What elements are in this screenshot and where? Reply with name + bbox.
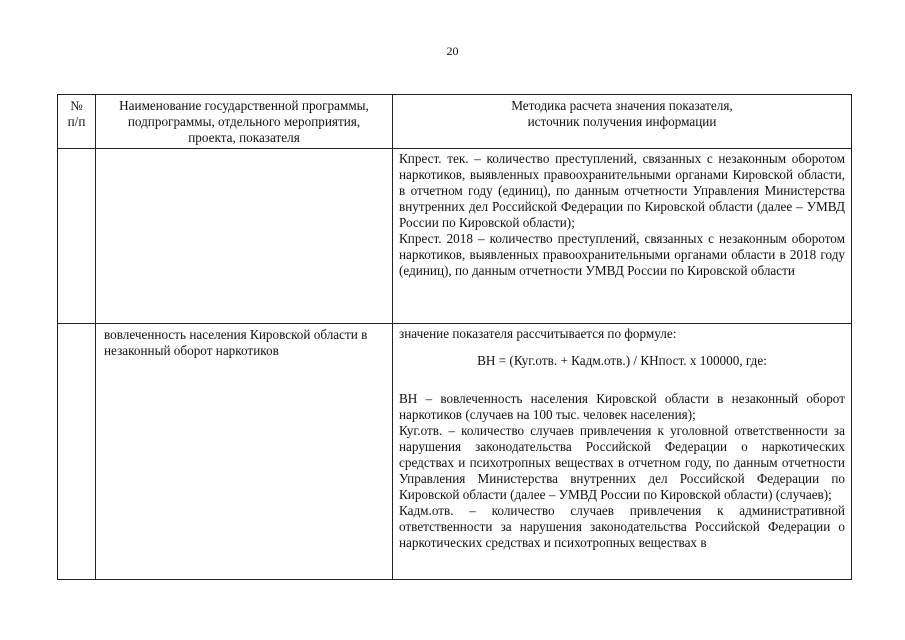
indicator-methodology-table [57, 94, 852, 580]
row-method-cell [393, 149, 852, 324]
row-method-cell [393, 324, 852, 580]
method-paragraph: Куг.отв. – количество случаев привлечения к уголовной ответственности за нарушения законодательства Российской Федерации о наркотических средствах и психотропных веществах в отчетном году, по данным отчетности Управления Министерства внутренних дел Российской Федерации по Кировской области (далее – УМВД России по Кировской области) (случаев); [399, 423, 845, 502]
page-number: 20 [446, 44, 459, 58]
method-paragraph: Кпрест. 2018 – количество преступлений, связанных с незаконным оборотом наркотиков, выявленных правоохранительными органами области в 2018 году (единиц), по данным отчетности УМВД России по Кировской области [399, 231, 845, 278]
method-paragraph: Кадм.отв. – количество случаев привлечения к административной ответственности за нарушения законодательства Российской Федерации о наркотических средствах и психотропных веществах в [399, 503, 845, 550]
header-name-line: проекта, показателя [188, 130, 300, 145]
header-num-line: п/п [67, 114, 86, 129]
header-num-line: № [70, 98, 83, 113]
row-num-cell [58, 149, 96, 324]
header-method [393, 95, 852, 149]
table-header-row [58, 95, 852, 149]
table-row [58, 149, 852, 324]
table-row [58, 324, 852, 580]
header-name-line: подпрограммы, отдельного мероприятия, [127, 114, 361, 129]
header-method-line: Методика расчета значения показателя, [511, 98, 733, 113]
row-name-cell [96, 149, 393, 324]
header-method-line: источник получения информации [527, 114, 717, 129]
method-paragraph: Кпрест. тек. – количество преступлений, связанных с незаконным оборотом наркотиков, выявленных правоохранительными органами Кировской области, в отчетном году (единиц), по данным отчетности Управления Министерства внутренних дел Российской Федерации по Кировской области (далее – УМВД России по Кировской области); [399, 151, 845, 230]
header-num [58, 95, 96, 149]
method-formula: ВН = (Куг.отв. + Кадм.отв.) / КНпост. х 100000, где: [477, 353, 767, 368]
row-num-cell [58, 324, 96, 580]
row-name-cell: вовлеченность населения Кировской области в незаконный оборот наркотиков [96, 324, 393, 580]
method-intro: значение показателя рассчитывается по формуле: [399, 326, 677, 341]
method-paragraph: ВН – вовлеченность населения Кировской области в незаконный оборот наркотиков (случаев на 100 тыс. человек населения); [399, 391, 845, 422]
header-name-line: Наименование государственной программы, [119, 98, 369, 113]
header-name [96, 95, 393, 149]
